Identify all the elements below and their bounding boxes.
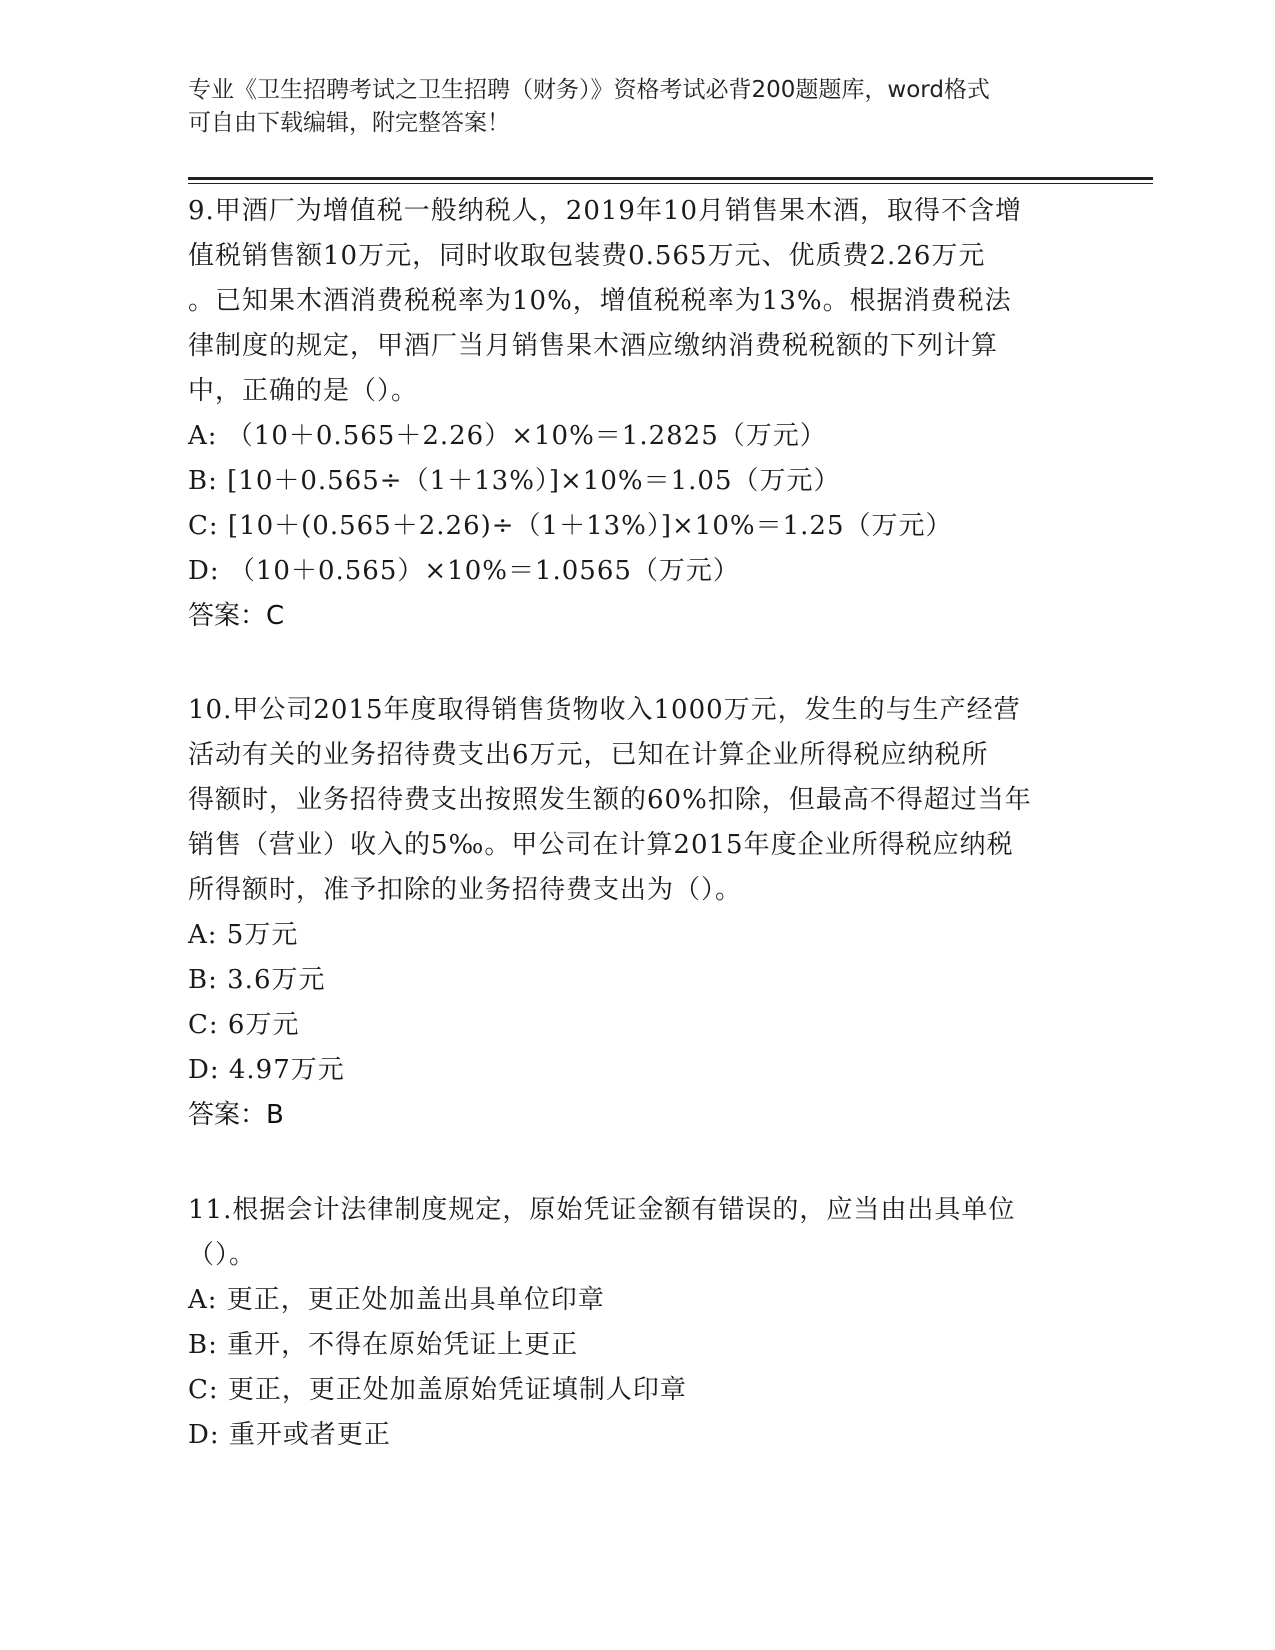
option-c: C: 更正，更正处加盖原始凭证填制人印章: [188, 1375, 687, 1405]
header-line-2: 可自由下载编辑，附完整答案！: [188, 110, 510, 136]
question-text-line: 9.甲酒厂为增值税一般纳税人，2019年10月销售果木酒，取得不含增: [188, 196, 1023, 226]
question-9: [188, 189, 1088, 639]
header-line-1: 专业《卫生招聘考试之卫生招聘（财务）》资格考试必背200题题库，word格式: [188, 77, 990, 103]
option-b: B: 重开，不得在原始凭证上更正: [188, 1330, 579, 1360]
option-d: D: （10＋0.565）×10%＝1.0565（万元）: [188, 556, 740, 586]
option-a: A: 5万元: [188, 920, 299, 950]
question-text-line: 销售（营业）收入的5‰。甲公司在计算2015年度企业所得税应纳税: [188, 830, 1014, 860]
answer-label: 答案：C: [188, 601, 285, 631]
question-text-line: 10.甲公司2015年度取得销售货物收入1000万元，发生的与生产经营: [188, 695, 1021, 725]
option-b: B: 3.6万元: [188, 965, 326, 995]
page-header: [188, 74, 1068, 140]
option-d: D: 重开或者更正: [188, 1420, 391, 1450]
question-text-line: 11.根据会计法律制度规定，原始凭证金额有错误的，应当由出具单位: [188, 1195, 1016, 1225]
header-divider-thick: [188, 177, 1153, 180]
question-text-line: 得额时，业务招待费支出按照发生额的60%扣除，但最高不得超过当年: [188, 785, 1032, 815]
option-b: B: [10＋0.565÷（1＋13%）]×10%＝1.05（万元）: [188, 466, 841, 496]
option-d: D: 4.97万元: [188, 1055, 345, 1085]
question-text-line: 值税销售额10万元，同时收取包装费0.565万元、优质费2.26万元: [188, 241, 986, 271]
question-text-line: 律制度的规定，甲酒厂当月销售果木酒应缴纳消费税税额的下列计算: [188, 331, 999, 361]
option-c: C: [10＋(0.565＋2.26)÷（1＋13%）]×10%＝1.25（万元）: [188, 511, 953, 541]
answer-label: 答案：B: [188, 1100, 284, 1130]
option-c: C: 6万元: [188, 1010, 300, 1040]
question-text-line: （）。: [188, 1240, 257, 1270]
question-10: [188, 688, 1088, 1138]
question-text-line: 所得额时，准予扣除的业务招待费支出为（）。: [188, 875, 743, 905]
option-a: A: （10＋0.565＋2.26）×10%＝1.2825（万元）: [188, 421, 827, 451]
question-text-line: 。已知果木酒消费税税率为10%，增值税税率为13%。根据消费税法: [188, 286, 1012, 316]
option-a: A: 更正，更正处加盖出具单位印章: [188, 1285, 605, 1315]
header-divider-thin: [188, 183, 1153, 184]
question-text-line: 中，正确的是（）。: [188, 376, 419, 406]
question-text-line: 活动有关的业务招待费支出6万元，已知在计算企业所得税应纳税所: [188, 740, 989, 770]
question-11: [188, 1188, 1088, 1458]
